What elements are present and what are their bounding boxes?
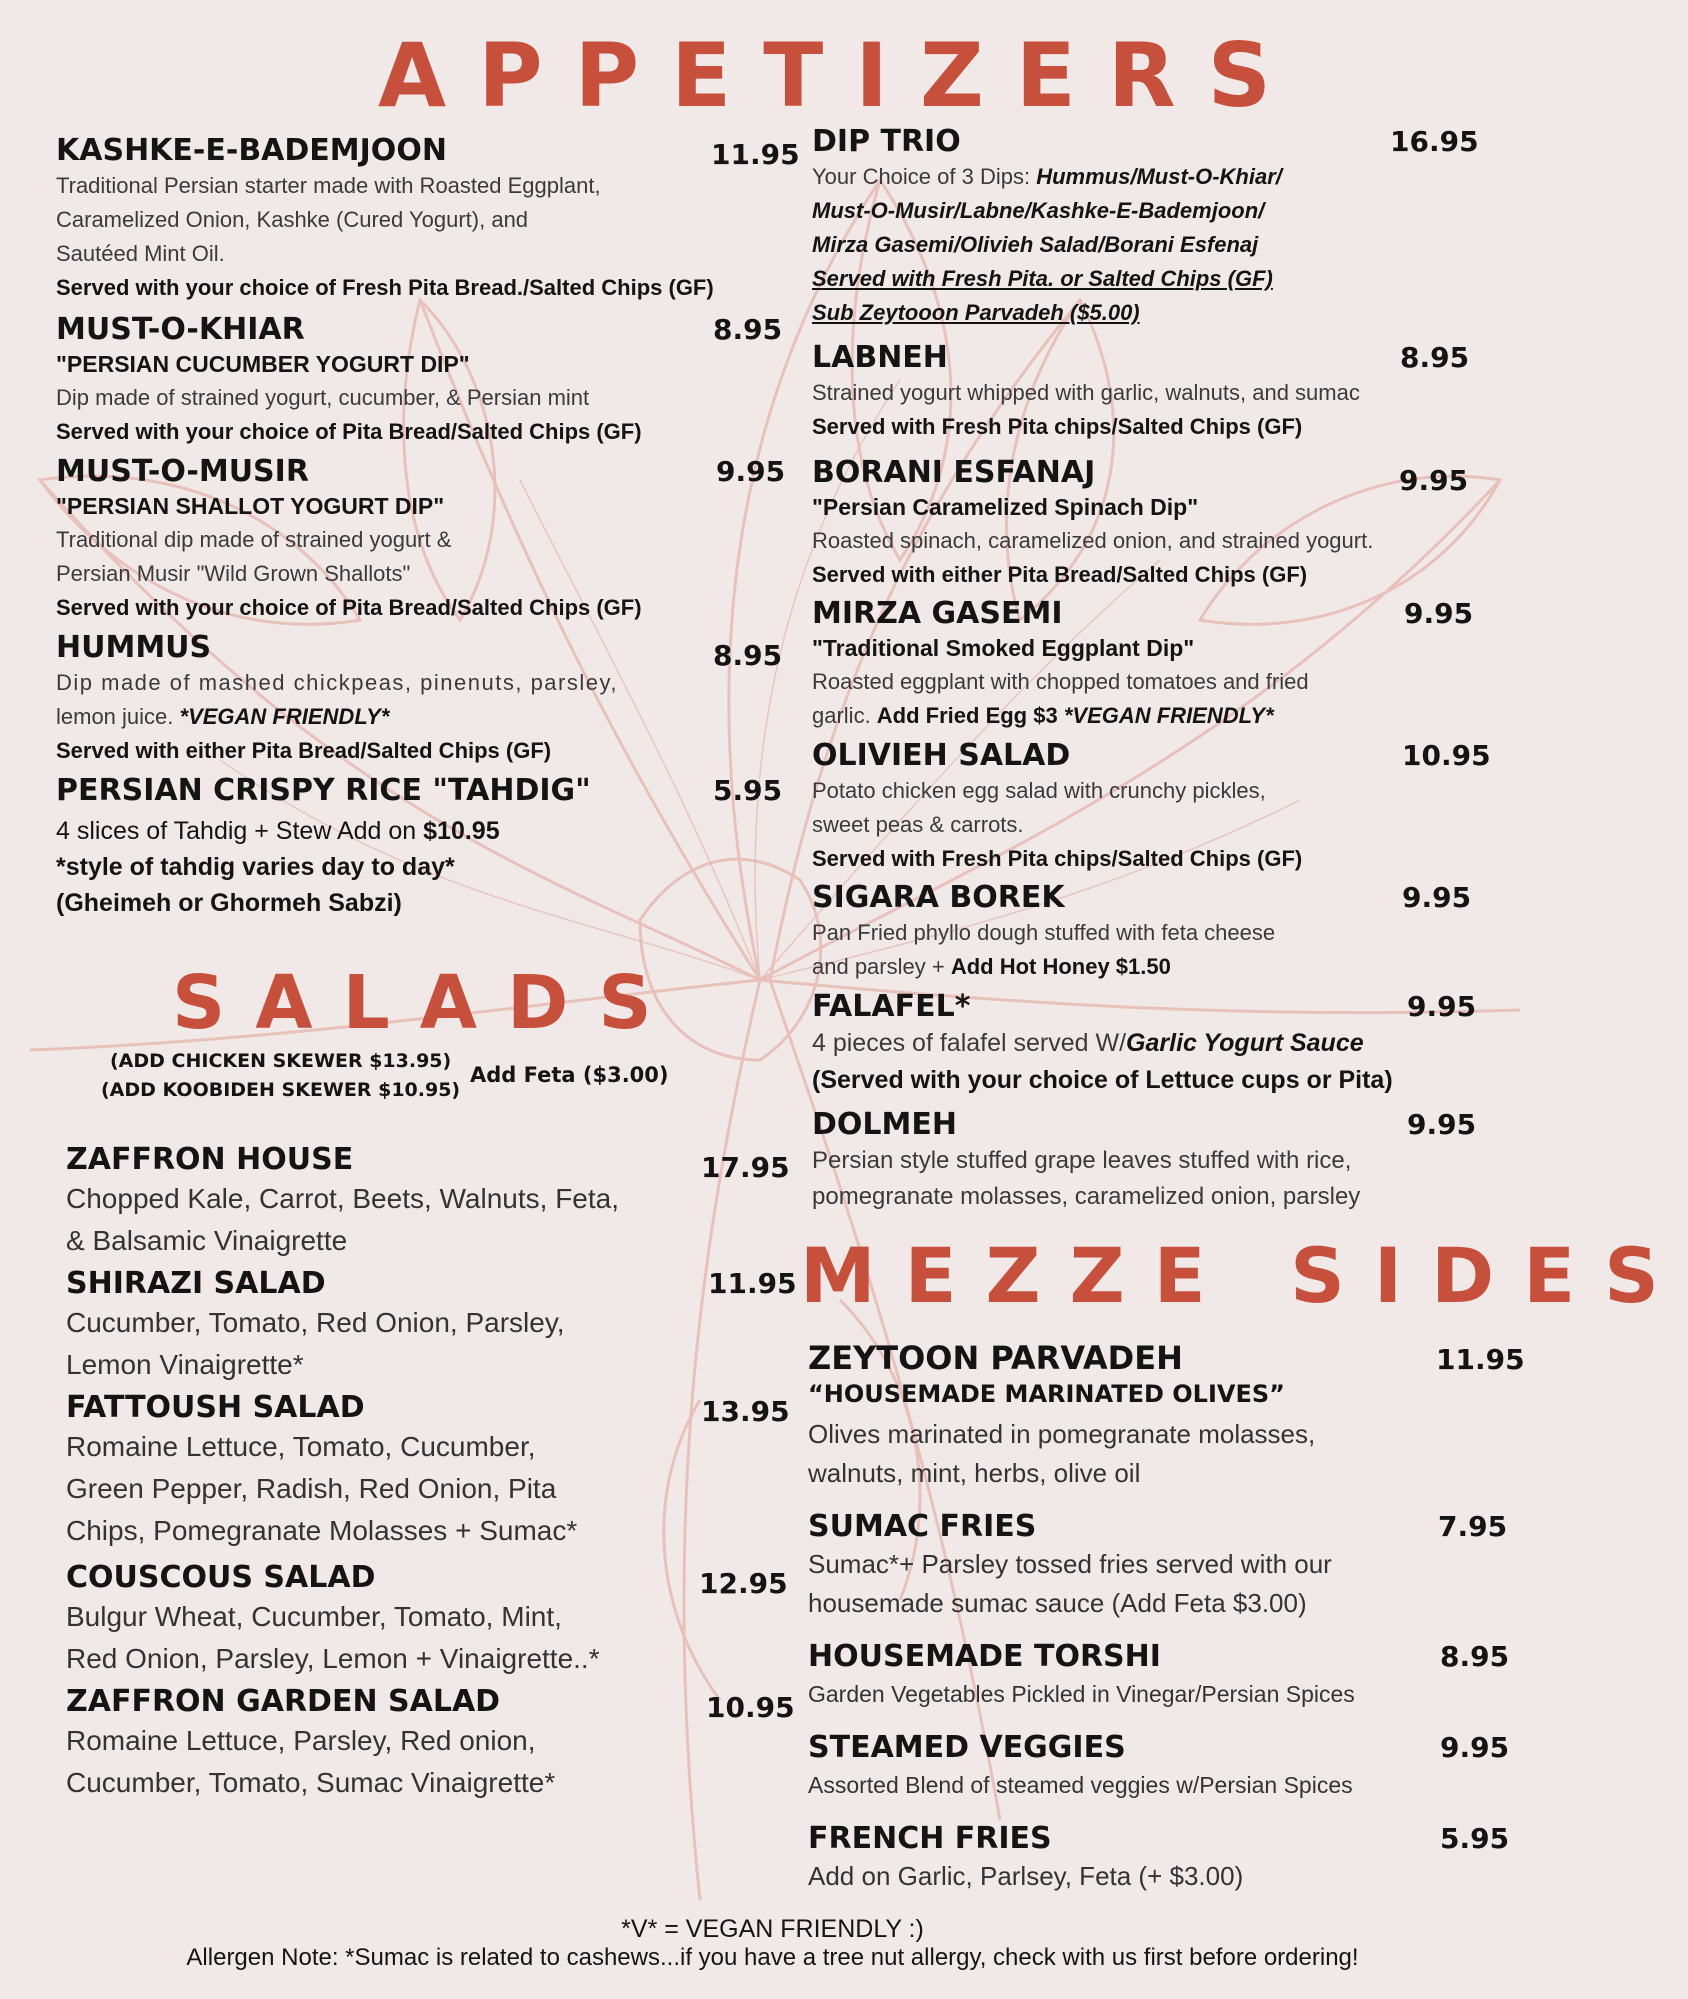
item-description: [812, 950, 1532, 984]
item-name: SUMAC FRIES: [808, 1509, 1037, 1544]
item-served-note: (Served with your choice of Lettuce cups or Pita): [812, 1066, 1393, 1094]
item-name: MIRZA GASEMI: [812, 596, 1063, 631]
item-price: 5.95: [713, 774, 783, 807]
menu-item: [808, 1509, 1528, 1623]
item-description: Sautéed Mint Oil.: [56, 241, 225, 266]
item-subtitle: “HOUSEMADE MARINATED OLIVES”: [808, 1380, 1285, 1408]
item-price: 11.95: [711, 138, 800, 171]
item-price: 11.95: [708, 1267, 797, 1300]
item-description: Roasted eggplant with chopped tomatoes and fried: [812, 669, 1309, 694]
item-description: [812, 1025, 1532, 1062]
item-description: Romaine Lettuce, Tomato, Cucumber,: [66, 1431, 536, 1462]
appetizers-left-column: [56, 133, 800, 927]
item-price: 9.95: [1404, 597, 1474, 630]
item-name: STEAMED VEGGIES: [808, 1730, 1126, 1765]
item-description: Traditional Persian starter made with Roasted Eggplant,: [56, 173, 601, 198]
menu-item: [808, 1821, 1528, 1896]
item-name: DIP TRIO: [812, 124, 961, 159]
menu-item: [66, 1266, 806, 1386]
item-description: Romaine Lettuce, Parsley, Red onion,: [66, 1725, 536, 1756]
item-name: SIGARA BOREK: [812, 880, 1065, 915]
addon-note: Add Hot Honey $1.50: [950, 954, 1171, 979]
dip-option: Hummus/Must-O-Khiar/: [1036, 164, 1282, 189]
item-price: 8.95: [713, 313, 783, 346]
item-description-text: garlic.: [812, 703, 877, 728]
item-description: Strained yogurt whipped with garlic, walnuts, and sumac: [812, 380, 1360, 405]
item-served-note: Served with your choice of Pita Bread/Salted Chips (GF): [56, 419, 642, 444]
item-served-note: Served with your choice of Fresh Pita Bread./Salted Chips (GF): [56, 275, 714, 300]
menu-item: [808, 1338, 1528, 1493]
item-served-note: Served with Fresh Pita chips/Salted Chips (GF): [812, 846, 1303, 871]
item-note: (Gheimeh or Ghormeh Sabzi): [56, 889, 402, 917]
item-description: Add on Garlic, Parlsey, Feta (+ $3.00): [808, 1861, 1244, 1891]
menu-item: [812, 989, 1532, 1099]
item-description-text: Your Choice of 3 Dips:: [812, 164, 1037, 189]
item-price: 8.95: [1440, 1640, 1510, 1673]
item-description: [56, 700, 796, 734]
item-price: 8.95: [1400, 341, 1470, 374]
vegan-friendly-note: *V* = VEGAN FRIENDLY :): [621, 1915, 924, 1943]
item-subtitle: "PERSIAN CUCUMBER YOGURT DIP": [56, 351, 470, 377]
item-name: ZAFFRON HOUSE: [66, 1142, 354, 1177]
menu-item: [808, 1639, 1528, 1714]
item-price: 5.95: [1440, 1822, 1510, 1855]
item-description: Traditional dip made of strained yogurt &: [56, 527, 452, 552]
allergen-note: Allergen Note: *Sumac is related to cashews...if you have a tree nut allergy, check with us first before ordering!: [186, 1944, 1359, 1971]
vegan-friendly-tag: *VEGAN FRIENDLY*: [1063, 703, 1274, 728]
item-price: 11.95: [1436, 1343, 1525, 1376]
item-name: PERSIAN CRISPY RICE "TAHDIG": [56, 773, 591, 808]
item-description: Pan Fried phyllo dough stuffed with feta cheese: [812, 920, 1276, 945]
addon-note: Add Fried Egg $3: [876, 703, 1064, 728]
item-subtitle: "Persian Caramelized Spinach Dip": [812, 494, 1199, 520]
menu-item: [56, 454, 796, 624]
menu-item: [812, 340, 1532, 443]
item-name: HOUSEMADE TORSHI: [808, 1639, 1161, 1674]
appetizers-right-column: [812, 124, 1532, 1220]
appetizers-heading: APPETIZERS: [378, 24, 1304, 127]
item-price: 9.95: [1440, 1731, 1510, 1764]
item-description: Cucumber, Tomato, Red Onion, Parsley,: [66, 1307, 565, 1338]
item-name: BORANI ESFANAJ: [812, 455, 1096, 490]
salads-heading: SALADS: [172, 960, 682, 1046]
item-description: Chips, Pomegranate Molasses + Sumac*: [66, 1515, 578, 1546]
item-description: [812, 160, 1532, 194]
item-served-note: Served with either Pita Bread/Salted Chips (GF): [56, 738, 552, 763]
item-description: & Balsamic Vinaigrette: [66, 1225, 348, 1256]
dip-option: Must-O-Musir/Labne/Kashke-E-Bademjoon/: [812, 198, 1265, 223]
mezze-column: [808, 1338, 1528, 1912]
item-description: Persian Musir "Wild Grown Shallots": [56, 561, 411, 586]
menu-item: [66, 1560, 806, 1680]
menu-item: [56, 630, 796, 767]
menu-item: [56, 133, 800, 304]
item-description: [56, 813, 796, 849]
item-price: 13.95: [701, 1395, 790, 1428]
item-price: 10.95: [1402, 739, 1491, 772]
item-name: LABNEH: [812, 340, 948, 375]
item-description: Red Onion, Parsley, Lemon + Vinaigrette..*: [66, 1643, 600, 1674]
item-served-note: Served with either Pita Bread/Salted Chips (GF): [812, 562, 1308, 587]
stew-addon-price: $10.95: [423, 817, 500, 845]
item-description: Roasted spinach, caramelized onion, and strained yogurt.: [812, 528, 1374, 553]
item-description: Chopped Kale, Carrot, Beets, Walnuts, Feta,: [66, 1183, 620, 1214]
add-chicken-note: (ADD CHICKEN SKEWER $13.95): [110, 1050, 452, 1072]
item-description: Persian style stuffed grape leaves stuffed with rice,: [812, 1147, 1352, 1174]
item-name: KASHKE-E-BADEMJOON: [56, 133, 447, 168]
item-description-text: 4 pieces of falafel served W/: [812, 1029, 1127, 1057]
menu-item: [56, 312, 796, 448]
item-description: Bulgur Wheat, Cucumber, Tomato, Mint,: [66, 1601, 562, 1632]
item-name: SHIRAZI SALAD: [66, 1266, 326, 1301]
menu-item: [812, 455, 1532, 591]
item-price: 9.95: [1407, 990, 1477, 1023]
item-name: ZAFFRON GARDEN SALAD: [66, 1684, 501, 1719]
item-description-text: and parsley +: [812, 954, 951, 979]
item-description: Assorted Blend of steamed veggies w/Persian Spices: [808, 1772, 1353, 1798]
item-description: [812, 699, 1532, 733]
item-description: Caramelized Onion, Kashke (Cured Yogurt), and: [56, 207, 529, 232]
menu-item: [812, 738, 1532, 875]
item-price: 9.95: [716, 455, 786, 488]
menu-item: [812, 596, 1532, 733]
item-description: Cucumber, Tomato, Sumac Vinaigrette*: [66, 1767, 556, 1798]
menu-item: [56, 773, 796, 921]
item-served-note: Served with your choice of Pita Bread/Salted Chips (GF): [56, 595, 642, 620]
item-price: 16.95: [1390, 125, 1479, 158]
item-description: Garden Vegetables Pickled in Vinegar/Persian Spices: [808, 1681, 1355, 1707]
item-served-note: Served with Fresh Pita chips/Salted Chips (GF): [812, 414, 1303, 439]
item-price: 7.95: [1438, 1510, 1508, 1543]
item-price: 9.95: [1402, 881, 1472, 914]
sauce-note: Garlic Yogurt Sauce: [1126, 1029, 1364, 1057]
menu-item: [812, 1107, 1532, 1215]
add-koobideh-note: (ADD KOOBIDEH SKEWER $10.95): [101, 1079, 461, 1101]
item-name: HUMMUS: [56, 630, 212, 665]
item-name: COUSCOUS SALAD: [66, 1560, 376, 1595]
item-name: FATTOUSH SALAD: [66, 1390, 365, 1425]
item-description: housemade sumac sauce (Add Feta $3.00): [808, 1588, 1307, 1618]
item-subtitle: "PERSIAN SHALLOT YOGURT DIP": [56, 493, 445, 519]
menu-item: [66, 1390, 806, 1552]
item-description: Green Pepper, Radish, Red Onion, Pita: [66, 1473, 557, 1504]
menu-item: [812, 880, 1532, 984]
mezze-sides-heading: MEZZE SIDES: [800, 1231, 1688, 1320]
item-note: *style of tahdig varies day to day*: [56, 853, 455, 881]
item-subtitle: "Traditional Smoked Eggplant Dip": [812, 635, 1195, 661]
item-description-text: 4 slices of Tahdig + Stew Add on: [56, 817, 424, 845]
item-name: OLIVIEH SALAD: [812, 738, 1071, 773]
item-price: 9.95: [1407, 1108, 1477, 1141]
item-description: Olives marinated in pomegranate molasses,: [808, 1419, 1316, 1449]
item-price: 9.95: [1399, 464, 1469, 497]
vegan-friendly-tag: *VEGAN FRIENDLY*: [179, 704, 390, 729]
item-name: FRENCH FRIES: [808, 1821, 1052, 1856]
item-description: Dip made of mashed chickpeas, pinenuts, parsley,: [56, 670, 618, 695]
item-description: Lemon Vinaigrette*: [66, 1349, 304, 1380]
item-price: 17.95: [701, 1151, 790, 1184]
item-description-text: lemon juice.: [56, 704, 180, 729]
item-description: Dip made of strained yogurt, cucumber, & Persian mint: [56, 385, 590, 410]
menu-item: [66, 1142, 806, 1262]
item-served-note: Served with Fresh Pita. or Salted Chips (GF): [812, 266, 1273, 291]
item-description: Potato chicken egg salad with crunchy pickles,: [812, 778, 1266, 803]
item-name: MUST-O-KHIAR: [56, 312, 305, 347]
menu-item: [808, 1730, 1528, 1805]
item-description: pomegranate molasses, caramelized onion, parsley: [812, 1183, 1361, 1210]
dip-option: Mirza Gasemi/Olivieh Salad/Borani Esfenaj: [812, 232, 1259, 257]
add-feta-note: Add Feta ($3.00): [470, 1063, 669, 1087]
item-served-note: Sub Zeytooon Parvadeh ($5.00): [812, 300, 1140, 325]
item-description: sweet peas & carrots.: [812, 812, 1024, 837]
item-price: 8.95: [713, 639, 783, 672]
menu-item: [812, 124, 1532, 330]
item-name: FALAFEL*: [812, 989, 971, 1024]
item-name: ZEYTOON PARVADEH: [808, 1339, 1183, 1377]
item-name: MUST-O-MUSIR: [56, 454, 309, 489]
menu-item: [66, 1684, 806, 1804]
item-price: 12.95: [699, 1567, 788, 1600]
item-description: Sumac*+ Parsley tossed fries served with our: [808, 1549, 1332, 1579]
salads-column: [66, 1142, 806, 1808]
item-description: walnuts, mint, herbs, olive oil: [808, 1458, 1141, 1488]
item-name: DOLMEH: [812, 1107, 957, 1142]
item-price: 10.95: [706, 1691, 795, 1724]
